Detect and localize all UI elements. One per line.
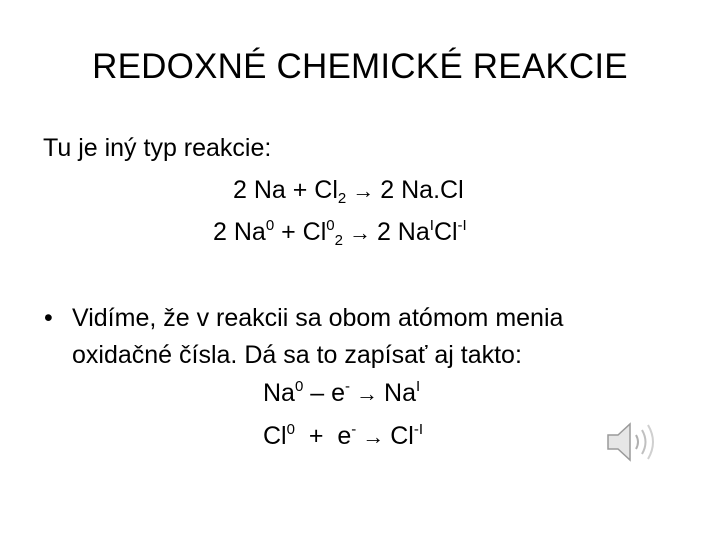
- eq3-sup-2: -: [345, 378, 351, 395]
- eq2-sup-1: 0: [265, 217, 275, 234]
- eq1-part-a: 2 Na + Cl: [233, 176, 338, 204]
- intro-text: Tu je iný typ reakcie:: [43, 134, 272, 162]
- speaker-icon[interactable]: [604, 418, 660, 466]
- eq1-subscript: 2: [337, 190, 347, 207]
- eq2-sup-4: -I: [457, 217, 467, 234]
- eq2-part-b: + Cl: [274, 218, 327, 246]
- bullet-marker: •: [44, 304, 53, 332]
- eq2-sup-2: 0: [326, 217, 335, 234]
- eq3-sup-1: 0: [294, 378, 304, 395]
- eq2-part-d: Cl: [433, 218, 458, 246]
- arrow-icon: →: [356, 381, 379, 406]
- equation-2: [213, 214, 467, 251]
- eq2-part-c: 2 Na: [376, 218, 430, 246]
- eq2-part-a: 2 Na: [213, 218, 266, 246]
- arrow-icon: →: [348, 220, 371, 245]
- eq1-part-b: 2 Na.Cl: [380, 176, 464, 204]
- eq3-part-b: – e: [303, 379, 346, 407]
- eq2-subscript: 2: [334, 232, 343, 249]
- eq4-sup-2: -: [351, 421, 357, 438]
- bullet-text-line-2: oxidačné čísla. Dá sa to zapísať aj takto:: [72, 341, 522, 369]
- equation-4: [263, 418, 423, 455]
- eq4-part-a: Cl: [263, 422, 287, 450]
- eq3-sup-3: I: [415, 378, 421, 395]
- eq4-part-c: Cl: [390, 422, 414, 450]
- eq3-part-c: Na: [384, 379, 416, 407]
- arrow-icon: →: [352, 178, 375, 203]
- eq4-sup-1: 0: [286, 421, 295, 438]
- arrow-icon: →: [362, 424, 385, 449]
- eq3-part-a: Na: [263, 379, 295, 407]
- equation-3: [263, 375, 420, 412]
- eq4-sup-3: -I: [413, 421, 424, 438]
- equation-1: [233, 172, 464, 209]
- bullet-text-line-1: Vidíme, že v reakcii sa obom atómom menia: [72, 304, 564, 332]
- slide-title: REDOXNÉ CHEMICKÉ REAKCIE: [92, 47, 628, 86]
- eq4-part-b: + e: [294, 422, 352, 450]
- eq2-sup-3: I: [429, 217, 434, 234]
